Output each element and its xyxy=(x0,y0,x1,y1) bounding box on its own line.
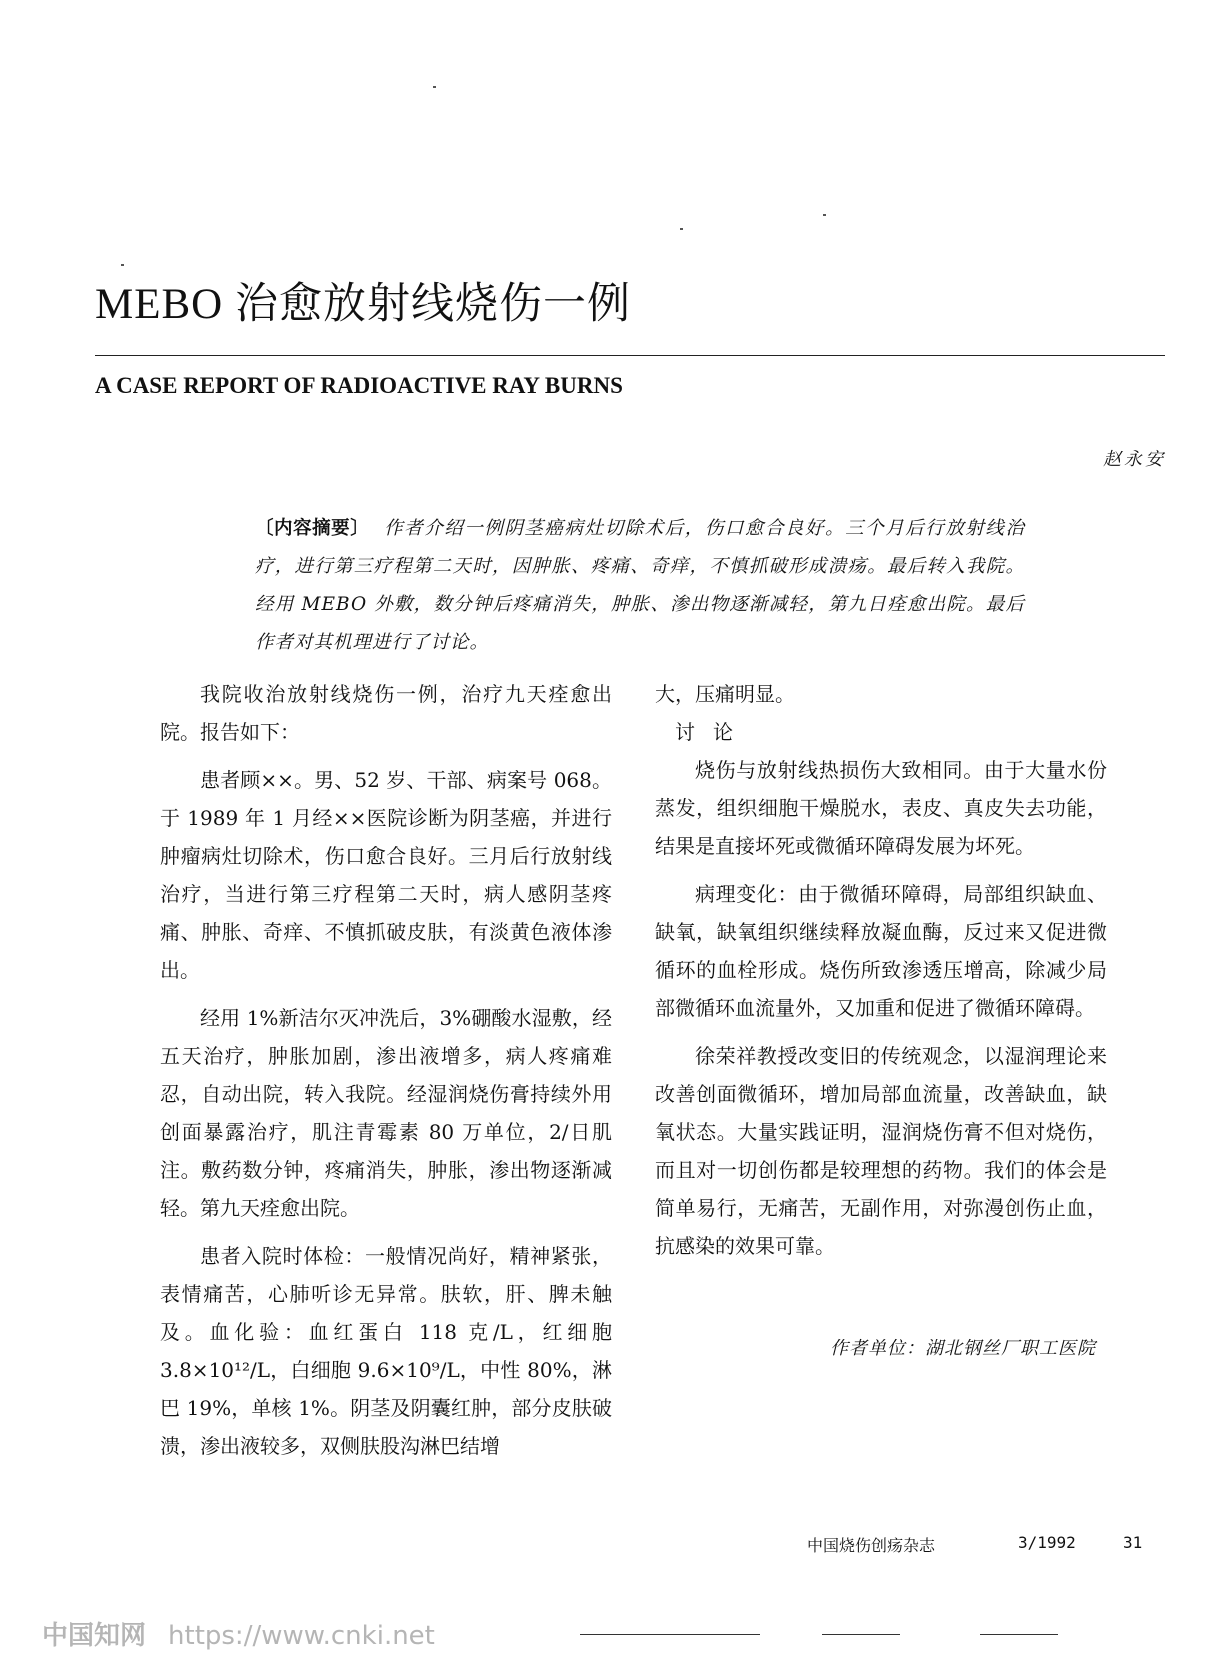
abstract-label: 〔内容摘要〕 xyxy=(255,518,370,539)
body-paragraph: 患者顾××。男、52 岁、干部、病案号 068。于 1989 年 1 月经××医院诊断为阴茎癌，并进行肿瘤病灶切除术，伤口愈合良好。三月后行放射线治疗，当进行第三疗程第二天时，病人感阴茎疼痛、肿胀、奇痒、不慎抓破皮肤，有淡黄色液体渗出。 xyxy=(160,768,612,982)
article-subtitle: A CASE REPORT OF RADIOACTIVE RAY BURNS xyxy=(95,373,623,398)
body-paragraph-continuation: 大，压痛明显。 xyxy=(655,682,795,706)
watermark-brand: 中国知网 xyxy=(42,1621,147,1651)
body-paragraph: 烧伤与放射线热损伤大致相同。由于大量水份蒸发，组织细胞干燥脱水，表皮、真皮失去功能，结果是直接坏死或微循环障碍发展为坏死。 xyxy=(655,758,1107,858)
section-heading-discussion: 讨论 xyxy=(675,720,751,744)
footer-rule xyxy=(822,1634,900,1635)
abstract xyxy=(255,510,1025,662)
body-paragraph: 患者入院时体检：一般情况尚好，精神紧张，表情痛苦，心肺听诊无异常。肤软，肝、脾未触及。血化验：血红蛋白 118 克/L，红细胞 3.8×10¹²/L，白细胞 9.6×10⁹/L，中性 80%，淋巴 19%，单核 1%。阴茎及阴囊红肿，部分皮肤破溃，渗出液较多，双侧肤股沟淋巴结增 xyxy=(160,1244,612,1458)
author-name: 赵永安 xyxy=(1103,449,1166,470)
body-paragraph: 我院收治放射线烧伤一例，治疗九天痊愈出院。报告如下： xyxy=(160,682,612,744)
scan-speck xyxy=(823,214,826,216)
watermark-url: https://www.cnki.net xyxy=(168,1621,435,1651)
footer-issue: 3/1992 xyxy=(1018,1533,1076,1552)
footer-page-number: 31 xyxy=(1123,1533,1143,1552)
author-affiliation: 作者单位：湖北钢丝厂职工医院 xyxy=(830,1338,1096,1359)
right-column xyxy=(655,675,1107,1265)
footer-journal-name: 中国烧伤创疡杂志 xyxy=(807,1536,936,1555)
body-paragraph: 徐荣祥教授改变旧的传统观念，以湿润理论来改善创面微循环，增加局部血流量，改善缺血，缺氧状态。大量实践证明，湿润烧伤膏不但对烧伤，而且对一切创伤都是较理想的药物。我们的体会是简单易行，无痛苦，无副作用，对弥漫创伤止血，抗感染的效果可靠。 xyxy=(655,1044,1107,1258)
article-title: MEBO 治愈放射线烧伤一例 xyxy=(95,281,631,328)
footer-rule xyxy=(980,1634,1058,1635)
footer-rule xyxy=(580,1634,760,1635)
body-paragraph: 经用 1%新洁尔灭冲洗后，3%硼酸水湿敷，经五天治疗，肿胀加剧，渗出液增多，病人疼痛难忍，自动出院，转入我院。经湿润烧伤膏持续外用创面暴露治疗，肌注青霉素 80 万单位，2/日肌注。敷药数分钟，疼痛消失，肿胀，渗出物逐渐减轻。第九天痊愈出院。 xyxy=(160,1006,612,1220)
title-rule xyxy=(95,355,1165,356)
scan-speck xyxy=(433,86,436,88)
scan-speck xyxy=(680,228,683,230)
abstract-text: 作者介绍一例阴茎癌病灶切除术后，伤口愈合良好。三个月后行放射线治疗，进行第三疗程第二天时，因肿胀、疼痛、奇痒，不慎抓破形成溃疡。最后转入我院。经用 MEBO 外敷，数分钟后疼痛消失，肿胀、渗出物逐渐减轻，第九日痊愈出院。最后作者对其机理进行了讨论。 xyxy=(255,518,1025,653)
scan-speck xyxy=(121,264,124,266)
cnki-watermark xyxy=(42,1615,435,1652)
body-paragraph: 病理变化：由于微循环障碍，局部组织缺血、缺氧，缺氧组织继续释放凝血酶，反过来又促进微循环的血栓形成。烧伤所致渗透压增高，除减少局部微循环血流量外，又加重和促进了微循环障碍。 xyxy=(655,882,1107,1020)
left-column xyxy=(160,675,612,1465)
